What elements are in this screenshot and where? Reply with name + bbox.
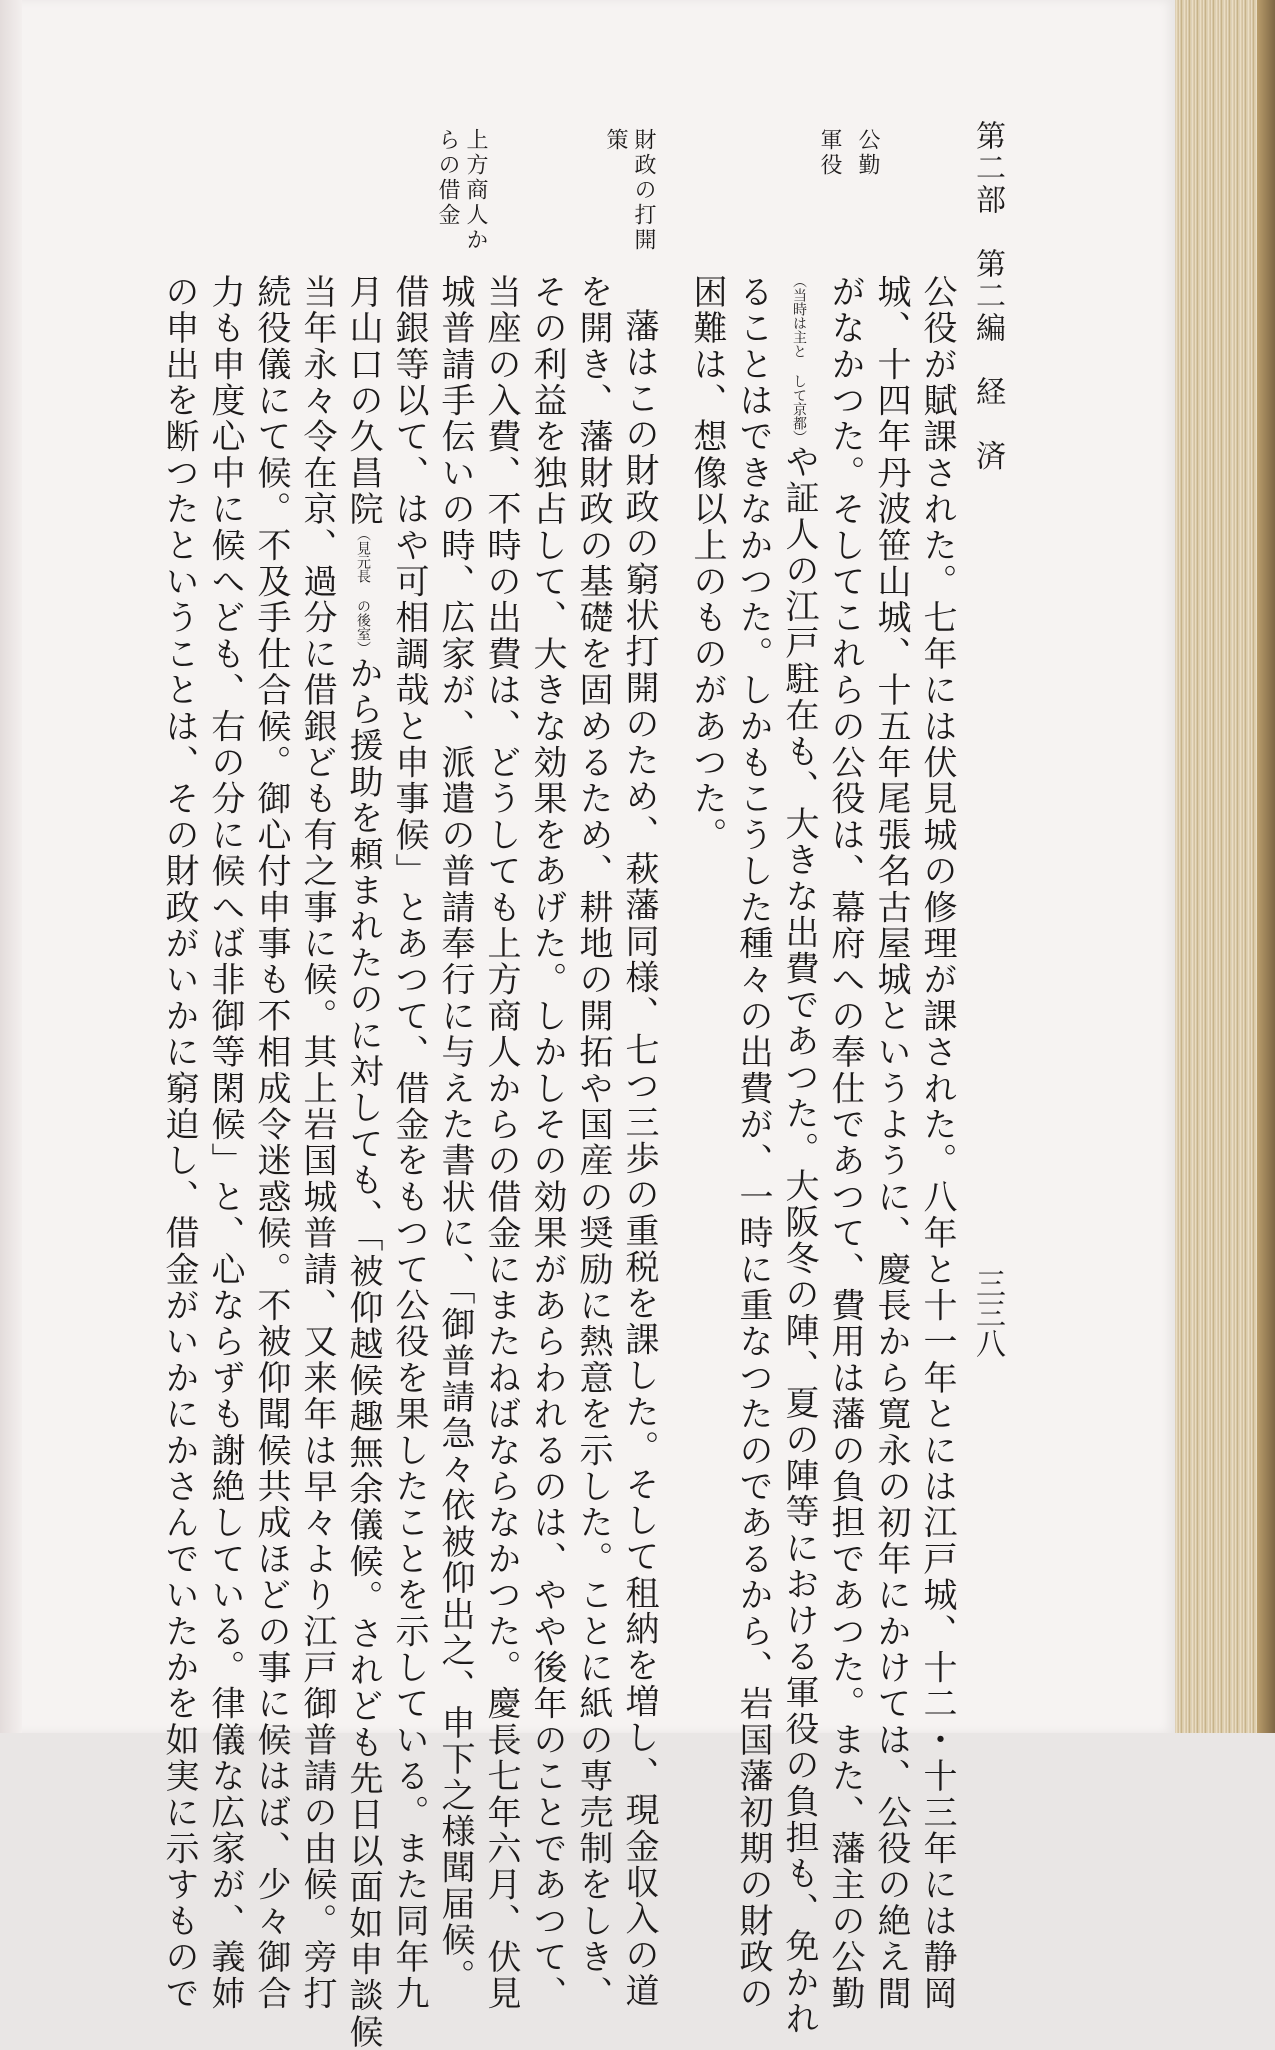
body-line-13-text-a: 月山口の久昌院 — [343, 274, 383, 528]
body-line-17: の申出を断つたということは、その財政がいかに窮迫し、借金がいかにかさんでいたかを如実に示すもので — [159, 274, 199, 2012]
body-line-7: 藩はこの財政の窮状打開のため、萩藩同様、七つ三歩の重税を課した。そして租納を増し、現金収入の道 — [619, 308, 659, 2010]
body-line-2: 城、十四年丹波笹山城、十五年尾張名古屋城というように、慶長から寛永の初年にかけては、公役の絶え間 — [871, 274, 911, 2012]
page-gutter — [0, 0, 22, 1733]
page-number: 三三八 — [970, 1268, 1005, 1358]
body-line-10: 当座の入費、不時の出費は、どうしても上方商人からの借金にまたねばならなかつた。慶長七年六月、伏見 — [481, 274, 521, 2012]
body-line-3: がなかつた。そしてこれらの公役は、幕府への奉仕であつて、費用は藩の負担であつた。また、藩主の公勤 — [825, 274, 865, 2012]
annotation-note-line: して京都 — [791, 374, 807, 430]
body-line-4 — [779, 274, 819, 2037]
body-line-13-text-b: から援助を頼まれたのに対しても、「被仰越候趣無余儀候。されども先日以面如申談候 — [343, 655, 383, 2050]
body-line-8: を開き、藩財政の基礎を固めるため、耕地の開拓や国産の奨励に熱意を示した。ことに紙の専売制をしき、 — [573, 274, 613, 2012]
side-label-zaisei-dakai: 財政の打開 — [631, 128, 656, 253]
body-line-1: 公役が賦課された。七年には伏見城の修理が課された。八年と十一年とには江戸城、十二・十三年には静岡 — [917, 274, 957, 2012]
side-label-gun-eki: 軍役 — [817, 128, 842, 178]
side-label-saku: 策 — [603, 128, 628, 153]
body-line-14: 当年永々令在京、過分に借銀ども有之事に候。其上岩国城普請、又来年は早々より江戸御普請の由候。旁打 — [297, 274, 337, 2012]
body-line-5: ることはできなかつた。しかもこうした種々の出費が、一時に重なつたのであるから、岩国藩初期の財政の — [733, 274, 773, 2012]
body-line-4-text: や証人の江戸駐在も、大きな出費であつた。大阪冬の陣、夏の陣等における軍役の負担も、免かれ — [779, 444, 819, 2037]
body-line-11: 城普請手伝いの時、広家が、派遣の普請奉行に与えた書状に、「御普請急々依被仰出之、申下之様聞届候。 — [435, 274, 475, 1995]
annotation-note: （見元長 の後室） — [355, 527, 371, 656]
body-line-16: 力も申度心中に候へども、右の分に候へば非御等閑候」と、心ならずも謝絶している。律儀な広家が、義姉 — [205, 274, 245, 2012]
annotation-note: （当時は主と して京都） — [791, 274, 807, 444]
side-label-kamigata: 上方商人か — [463, 128, 488, 253]
body-line-15: 続役儀にて候。不及手仕合候。御心付申事も不相成令迷惑候。不被仰聞候共成ほどの事に候はば、少々御合 — [251, 274, 291, 2012]
page-edges — [1175, 0, 1275, 1733]
annotation-note-line: 見元長 — [355, 541, 371, 584]
body-line-12: 借銀等以て、はや可相調哉と申事候」とあつて、借金をもつて公役を果したことを示している。また同年九 — [389, 274, 429, 2012]
running-header: 第二部 第二編 経 済 — [970, 120, 1005, 472]
body-line-9: その利益を独占して、大きな効果をあげた。しかしその効果があらわれるのは、やや後年のことであつて、 — [527, 274, 567, 2012]
side-label-shakkin: らの借金 — [435, 128, 460, 228]
annotation-note-line: の後室 — [355, 599, 371, 642]
annotation-note-line: 当時は主と — [791, 288, 807, 358]
body-line-6: 困難は、想像以上のものがあつた。 — [687, 274, 727, 854]
body-line-13 — [343, 274, 383, 2050]
side-label-kokin: 公勤 — [855, 128, 880, 178]
